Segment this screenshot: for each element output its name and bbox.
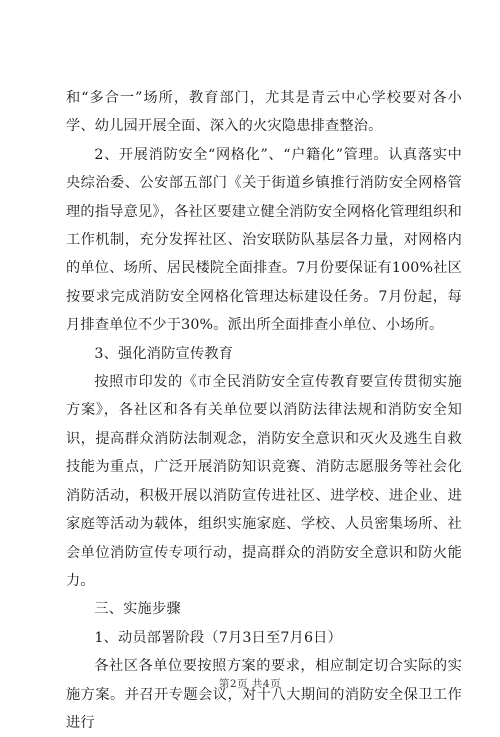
paragraph-fire-hazard-inspection: 和“多合一”场所，教育部门，尤其是青云中心学校要对各小学、幼儿园开展全面、深入的火灾隐患排查整治。 bbox=[66, 90, 462, 135]
section-heading-implementation-steps: 三、实施步骤 bbox=[94, 601, 181, 618]
section-heading-mobilization-phase: 1、动员部署阶段（7月3日至7月6日） bbox=[94, 629, 342, 646]
paragraph-mobilization: 各社区各单位要按照方案的要求，相应制定切合实际的实施方案。并召开专题会议，对十八大期间的消防安全保卫工作进行 bbox=[66, 658, 462, 731]
section-heading-fire-education: 3、强化消防宣传教育 bbox=[94, 345, 234, 362]
page-number-footer: 第2页 共4页 bbox=[218, 678, 282, 690]
document-body bbox=[66, 84, 462, 737]
paragraph-grid-management: 2、开展消防安全“网格化”、“户籍化”管理。认真落实中央综治委、公安部五部门《关于街道乡镇推行消防安全网格管理的指导意见》，各社区要建立健全消防安全网格化管理组织和工作机制，充分发挥社区、治安联防队基层各力量，对网格内的单位、场所、居民楼院全面排查。7月份要保证有100%社区按要求完成消防安全网格化管理达标建设任务。7月份起，每月排查单位不少于30%。派出所全面排查小单位、小场所。 bbox=[66, 146, 462, 334]
paragraph-fire-education: 按照市印发的《市全民消防安全宣传教育要宣传贯彻实施方案》，各社区和各有关单位要以消防法律法规和消防安全知识，提高群众消防法制观念，消防安全意识和灭火及逃生自救技能为重点，广泛开展消防知识竞赛、消防志愿服务等社会化消防活动，积极开展以消防宣传进社区、进学校、进企业、进家庭等活动为载体，组织实施家庭、学校、人员密集场所、社会单位消防宣传专项行动，提高群众的消防安全意识和防火能力。 bbox=[66, 374, 462, 589]
